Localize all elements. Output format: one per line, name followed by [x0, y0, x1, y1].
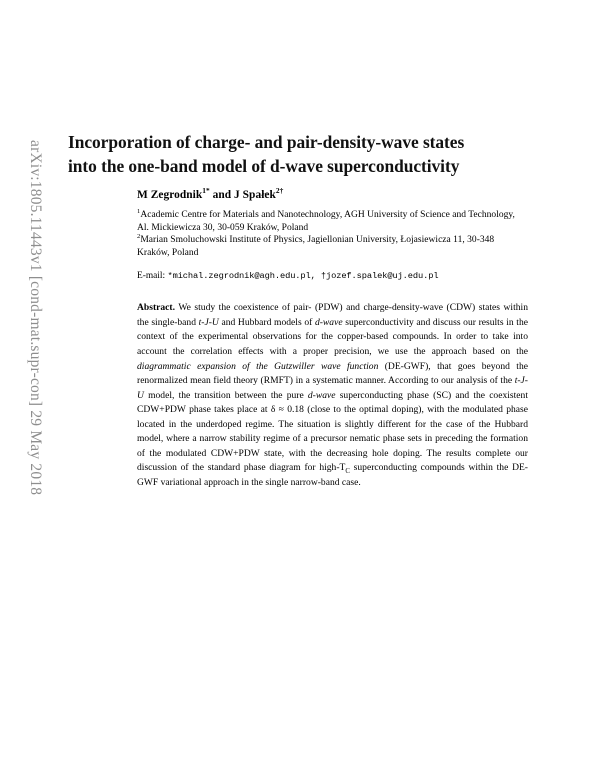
title-block [68, 131, 530, 178]
email-line [137, 270, 528, 283]
abstract-part-1: We study the coexistence of pair- (PDW) and charge-density-wave (CDW) states within the single-band [137, 302, 528, 328]
abstract-part-5: model, the transition between the pure [143, 389, 308, 401]
author-list [137, 188, 528, 202]
arxiv-stamp: arXiv:1805.11443v1 [cond-mat.supr-con] 29 May 2018 [27, 140, 44, 496]
author-affiliation-marker-1: 1* [202, 186, 210, 196]
author-name-1: M Zegrodnik [137, 189, 203, 201]
abstract-part-3: superconductivity and discuss our results in the context of the experimental observations for the copper-based compounds. In order to take into account the correlation effects with a proper precision, we use the approach based on the [137, 316, 528, 358]
author-name-2: J Spałek [234, 189, 276, 201]
page-title-line-1: Incorporation of charge- and pair-density-wave states [68, 132, 465, 152]
abstract-heading: Abstract. [137, 302, 176, 314]
abstract-model-tju-1: t-J-U [198, 316, 219, 328]
author-affiliation-marker-2: 2† [275, 186, 284, 196]
email-label: E-mail: [137, 271, 168, 282]
email-addresses[interactable]: *michal.zegrodnik@agh.edu.pl, †jozef.spalek@uj.edu.pl [167, 271, 439, 282]
abstract-dwave-1: d-wave [314, 316, 343, 328]
abstract-degwf-phrase: diagrammatic expansion of the Gutzwiller wave function [137, 360, 379, 372]
abstract-model-tju-2: t-J-U [137, 375, 528, 401]
affiliation-marker-2: 2 [137, 233, 141, 241]
front-matter [137, 188, 528, 490]
affiliation-text-1: Academic Centre for Materials and Nanotechnology, AGH University of Science and Technology, Al. Mickiewicza 30, 30-059 Kraków, Poland [137, 210, 515, 233]
affiliation-marker-1: 1 [137, 207, 141, 215]
page-title-line-2: into the one-band model of d-wave superconductivity [68, 155, 460, 176]
abstract-tc-subscript: C [345, 468, 350, 476]
abstract-part-7: superconducting compounds within the DE-GWF variational approach in the single narrow-band case. [137, 462, 529, 488]
affiliation-2 [137, 234, 528, 259]
abstract-part-6: superconducting phase (SC) and the coexistent CDW+PDW phase takes place at δ ≈ 0.18 (close to the optimal doping), with the modulated phase located in the underdoped regime. The situation is slightly different for the case of the Hubbard model, where a narrow stability regime of a precursor nematic phase sets in preceding the formation of the modulated CDW+PDW state, with the decreasing hole doping. The results complete our discussion of the standard phase diagram for high-T [137, 389, 528, 474]
page-title [68, 131, 530, 178]
affiliation-1 [137, 209, 528, 234]
affiliation-text-2: Marian Smoluchowski Institute of Physics, Jagiellonian University, Łojasiewicza 11, 30-348 Kraków, Poland [137, 235, 495, 258]
abstract-part-4: (DE-GWF), that goes beyond the renormalized mean field theory (RMFT) in a systematic manner. According to our analysis of the [137, 360, 528, 387]
abstract [137, 301, 528, 490]
abstract-dwave-2: d-wave [307, 389, 336, 401]
abstract-part-2: and Hubbard models of [218, 316, 315, 328]
author-conjunction: and [209, 189, 235, 201]
